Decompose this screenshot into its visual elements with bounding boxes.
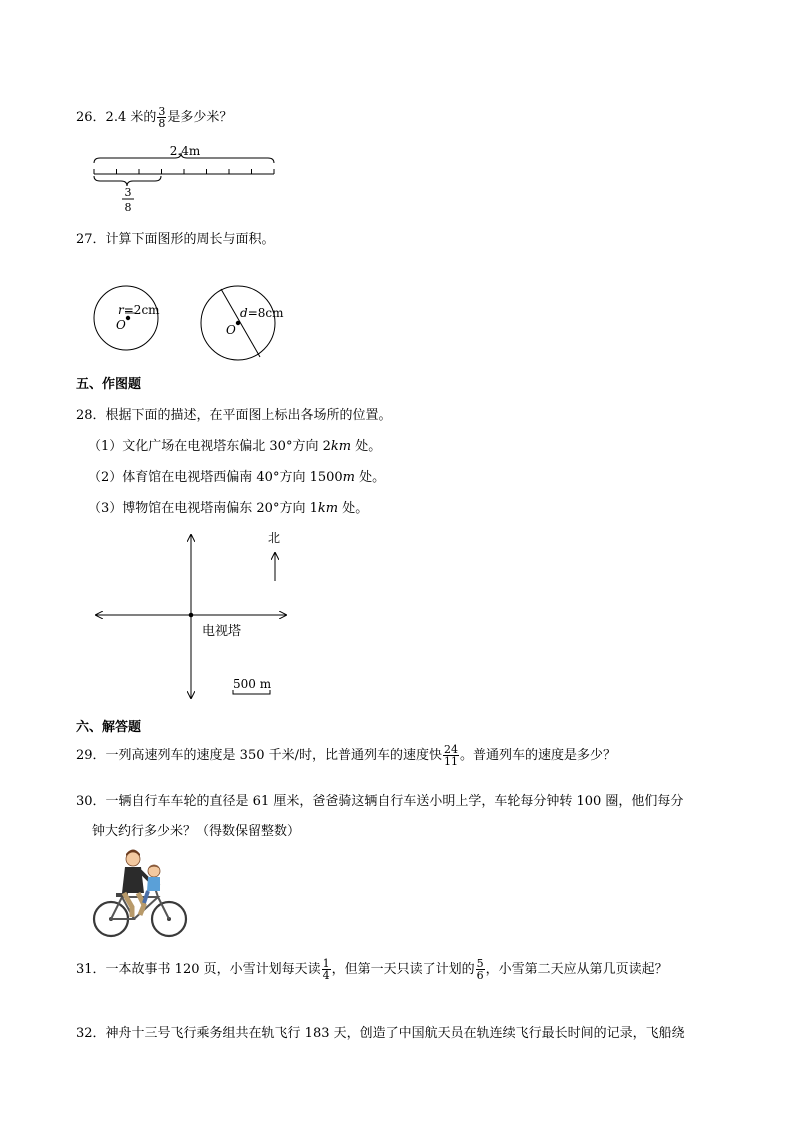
fraction-denominator: 8 (158, 117, 166, 130)
fraction-numerator: 1 (322, 957, 330, 970)
q26-prefix: 26．2.4 米的 (76, 110, 157, 125)
child-body (147, 877, 160, 891)
part-frac-num: 3 (124, 186, 132, 199)
q28-item-2 (88, 466, 385, 485)
tv-tower-label: 电视塔 (202, 624, 242, 639)
total-length-label: 2.4m (169, 144, 201, 158)
q29-prefix: 29．一列高速列车的速度是 350 千米/时，比普通列车的速度快 (76, 748, 442, 763)
q27-circles (90, 280, 300, 366)
question-32: 32．神舟十三号飞行乘务组共在轨飞行 183 天，创造了中国航天员在轨连续飞行最长时间的记录，飞船绕 (76, 1026, 685, 1041)
q26-suffix: 是多少米？ (167, 110, 233, 125)
question-28: 28．根据下面的描述，在平面图上标出各场所的位置。 (76, 408, 392, 423)
tv-tower-point (189, 613, 194, 618)
q31-middle: ，但第一天只读了计划的 (331, 962, 475, 977)
q29-suffix: 。普通列车的速度是多少？ (460, 748, 617, 763)
center-label-o: O (226, 323, 236, 337)
q28-map (90, 525, 310, 705)
radius-label: r=2cm (118, 303, 160, 317)
fraction-denominator: 11 (444, 755, 458, 768)
item-text: （3）博物馆在电视塔南偏东 20°方向 1 (88, 501, 318, 516)
q28-item-1 (88, 435, 381, 454)
segment-ticks (94, 169, 274, 174)
question-29 (76, 744, 616, 767)
center-point (236, 321, 240, 325)
q31-fraction-2 (476, 958, 485, 981)
q31-prefix: 31．一本故事书 120 页，小雪计划每天读 (76, 962, 321, 977)
fraction-numerator: 24 (444, 743, 458, 756)
unit-text: km (317, 501, 339, 516)
item-text: 处。 (338, 501, 369, 516)
fraction-numerator: 3 (158, 105, 166, 118)
part-frac-den: 8 (124, 201, 132, 214)
fraction-denominator: 4 (322, 969, 330, 982)
north-label: 北 (268, 531, 281, 545)
question-30-line-2: 钟大约行多少米？（得数保留整数） (92, 824, 301, 839)
fraction-denominator: 6 (476, 969, 484, 982)
unit-text: m (342, 470, 355, 485)
part-brace (94, 176, 161, 186)
q26-fraction (157, 106, 166, 129)
q31-suffix: ，小雪第二天应从第几页读起？ (485, 962, 668, 977)
fraction-numerator: 5 (476, 957, 484, 970)
question-26 (76, 106, 232, 129)
q31-fraction-1 (322, 958, 331, 981)
item-text: 处。 (355, 470, 386, 485)
center-label-o: O (116, 318, 126, 332)
section-6-heading: 六、解答题 (76, 720, 142, 735)
question-31 (76, 958, 668, 981)
child-head (148, 865, 160, 877)
item-text: （1）文化广场在电视塔东偏北 30°方向 2 (88, 439, 331, 454)
father-head (126, 852, 140, 866)
item-text: 处。 (351, 439, 382, 454)
section-5-heading: 五、作图题 (76, 377, 142, 392)
question-27: 27．计算下面图形的周长与面积。 (76, 232, 275, 247)
q26-segment-diagram (88, 140, 288, 216)
scale-label: 500 m (233, 677, 272, 691)
unit-text: km (330, 439, 352, 454)
q28-item-3 (88, 497, 368, 516)
item-text: （2）体育馆在电视塔西偏南 40°方向 1500 (88, 470, 343, 485)
q29-fraction (443, 744, 459, 767)
diameter-label: d=8cm (240, 306, 284, 320)
question-30-line-1: 30．一辆自行车车轮的直径是 61 厘米，爸爸骑这辆自行车送小明上学，车轮每分钟转 100 圈，他们每分 (76, 794, 684, 809)
bicycle-illustration (92, 845, 192, 943)
